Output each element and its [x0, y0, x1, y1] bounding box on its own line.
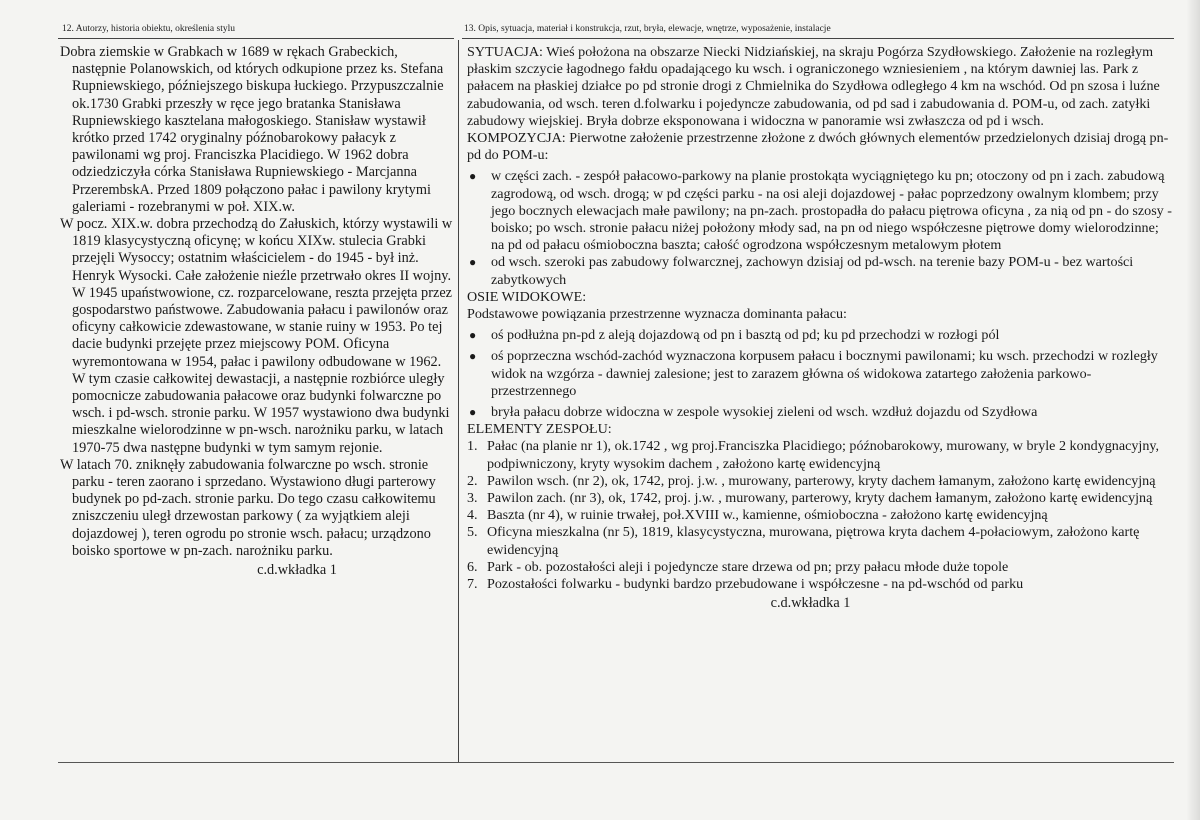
axes-item: oś podłużna pn-pd z aleją dojazdową od pn i basztą od pd; ku pd przechodzi w rozłogi pól [491, 327, 1000, 344]
element-number: 4. [467, 507, 478, 524]
axes-intro: Podstawowe powiązania przestrzenne wyznacza dominanta pałacu: [467, 306, 847, 323]
element-text: Pawilon wsch. (nr 2), ok, 1742, proj. j.w. , murowany, parterowy, kryty dachem łamanym, założono kartę ewidencyjną [487, 472, 1156, 489]
right-column-header: 13. Opis, sytuacja, materiał i konstrukcja, rzut, bryła, elewacje, wnętrze, wyposażenie, instalacje [464, 24, 831, 34]
composition-item: w części zach. - zespół pałacowo-parkowy na planie prostokąta wyciągniętego ku pn; otoczony od pn i zach. zabudową zagrodową, od wsch. drogą; w pd części parku - na osi aleji dojazdowej - pałac poprzedzony owalnym klombem; przy jego bocznych elewacjach małe pawilony; na pn-zach. prostopadła do pałacu piętrowa oficyna , za nią od pn - do szosy - boisko; po wsch. stronie pałacu niżej położony młody sad, na pn od niego współczesne piętrowe domy wielorodzinne; na pd od pałacu ośmioboczna baszta; całość ogrodzona współczesnym metalowym płotem [491, 168, 1172, 254]
scan-edge-shadow [1186, 0, 1200, 820]
situation-paragraph: SYTUACJA: Wieś położona na obszarze Niecki Nidziańskiej, na skraju Pogórza Szydłowskiego. Założenie na rozległym płaskim szczycie łagodnego fałdu opadającego ku wsch. i ograniczonego wzniesieniem , na którym dawniej las. Park z pałacem na płaskiej działce po pd stronie drogi z Chmielnika do Szydłowa odległego 4 km na wschód. Od pn szosa i luźne zabudowania, od wsch. teren d.folwarku i pojedyncze zabudowania, od pd sad i zabudowania d. POM-u, od zach. zatyłki zabudowy wiejskiej. Bryła dobrze eksponowana i widoczna w panoramie wsi zwłaszcza od pd i wsch. [467, 44, 1160, 129]
axes-item: oś poprzeczna wschód-zachód wyznaczona korpusem pałacu i bocznymi pawilonami; ku wsch. przechodzi w rozległy widok na wzgórza - dawniej zalesione; jest to zarazem główna oś widokowa zatartego założenia parkowo-przestrzennego [491, 348, 1158, 399]
list-item [467, 327, 1174, 344]
list-item [467, 404, 1174, 421]
bullet-icon: ● [469, 169, 477, 184]
history-section [60, 44, 454, 579]
element-number: 2. [467, 472, 478, 489]
element-number: 7. [467, 576, 478, 593]
list-item [467, 473, 1174, 490]
element-number: 5. [467, 524, 478, 541]
element-text: Pozostałości folwarku - budynki bardzo przebudowane i współczesne - na pd-wschód od parku [487, 576, 1024, 593]
left-column-header: 12. Autorzy, historia obiektu, określenia stylu [62, 24, 235, 34]
list-item [467, 168, 1174, 254]
right-header-rule [462, 38, 1174, 39]
history-paragraph: Dobra ziemskie w Grabkach w 1689 w rękach Grabeckich, następnie Polanowskich, od których odkupione przez ks. Stefana Rupniewskiego, późniejszego biskupa łuckiego. Przypuszczalnie ok.1730 Grabki przeszły w ręce jego bratanka Stanisława Rupniewskiego kasztelana małogoskiego. Stanisław wystawił krótko przed 1742 oryginalny późnobarokowy pałacyk z pawilonami wg proj. Franciszka Placidiego. W 1962 dobra odziedziczyła córka Stanisława Rupniewskiego - Marcjanna PrzerembskA. Przed 1809 połączono pałac i pawilony krytymi galeriami - rozebranymi w poł. XIX.w. [60, 44, 444, 215]
element-number: 1. [467, 438, 478, 455]
bottom-rule [58, 762, 1174, 763]
list-item [467, 576, 1174, 593]
continuation-note: c.d.wkładka 1 [257, 562, 337, 579]
continuation-note: c.d.wkładka 1 [770, 595, 851, 612]
history-paragraph: W latach 70. zniknęły zabudowania folwarczne po wsch. stronie parku - teren zaorano i sprzedano. Wystawiono długi parterowy budynek po pd-zach. stronie parku. Do tego czasu całkowitemu zniszczeniu uległ drzewostan parkowy ( za wyjątkiem aleji dojazdowej ), teren ogrodu po stronie wsch. pałacu; urządzono boisko sportowe w pn-zach. narożniku parku. [60, 456, 436, 559]
bullet-icon: ● [469, 349, 477, 364]
bullet-icon: ● [469, 328, 477, 343]
list-item [467, 524, 1174, 558]
description-section [467, 44, 1174, 613]
element-text: Pałac (na planie nr 1), ok.1742 , wg proj.Franciszka Placidiego; późnobarokowy, murowany, w bryle 2 kondygnacyjny, podpiwniczony, kryty wysokim dachem , założono kartę ewidencyjną [487, 438, 1160, 472]
composition-paragraph: KOMPOZYCJA: Pierwotne założenie przestrzenne złożone z dwóch głównych elementów przedzielonych dzisiaj drogą pn-pd do POM-u: [467, 130, 1169, 164]
axes-item: bryła pałacu dobrze widoczna w zespole wysokiej zieleni od wsch. wzdłuż dojazdu od Szydłowa [491, 404, 1038, 421]
element-text: Baszta (nr 4), w ruinie trwałej, poł.XVIII w., kamienne, ośmioboczna - założono kartę ewidencyjną [487, 507, 1048, 524]
element-text: Pawilon zach. (nr 3), ok, 1742, proj. j.w. , murowany, parterowy, kryty dachem łamanym, założono kartę ewidencyjną [487, 490, 1153, 507]
list-item [467, 348, 1174, 400]
bullet-icon: ● [469, 405, 477, 420]
axes-title: OSIE WIDOKOWE: [467, 288, 587, 305]
list-item [467, 507, 1174, 524]
column-divider [458, 40, 459, 762]
element-text: Oficyna mieszkalna (nr 5), 1819, klasycystyczna, murowana, piętrowa kryta dachem 4-połaciowym, założono kartę ewidencyjną [487, 524, 1140, 558]
element-number: 3. [467, 490, 478, 507]
left-header-rule [58, 38, 454, 39]
history-paragraph: W pocz. XIX.w. dobra przechodzą do Załuskich, którzy wystawili w 1819 klasycystyczną oficynę; w końcu XIXw. stulecia Grabki przejęli Wysoccy; ostatnim właścicielem - do 1945 - był inż. Henryk Wysocki. Całe założenie nieźle przetrwało okres II wojny. W 1945 upaństwowione, cz. rozparcelowane, reszta przejęta przez gospodarstwo państwowe. Zabudowania pałacu i pawilonów oraz oficyny całkowicie zdewastowane, w stanie ruiny w 1953. Po tej dacie budynki przejęte przez miejscowy POM. Oficyna wyremontowana w 1954, pałac i pawilony odbudowane w 1962. W tym czasie całkowitej dewastacji, a następnie rozbiórce uległy pomocnicze zabudowania pałacowe oraz budynki folwarczne po wsch. i pd-wsch. stronie parku. W 1957 wystawiono dwa budynki mieszkalne wielorodzinne w pn-wsch. narożniku parku, w latach 1970-75 dwa następne budynki w tym samym rejonie. [60, 216, 453, 456]
element-number: 6. [467, 558, 478, 575]
list-item [467, 559, 1174, 576]
elements-title: ELEMENTY ZESPOŁU: [467, 421, 612, 438]
list-item [467, 254, 1174, 288]
composition-item: od wsch. szeroki pas zabudowy folwarcznej, zachowyn dzisiaj od pd-wsch. na terenie bazy POM-u - bez wartości zabytkowych [491, 254, 1134, 288]
bullet-icon: ● [469, 255, 477, 270]
element-text: Park - ob. pozostałości aleji i pojedyncze stare drzewa od pn; przy pałacu młode duże topole [487, 558, 1009, 575]
list-item [467, 438, 1174, 472]
list-item [467, 490, 1174, 507]
